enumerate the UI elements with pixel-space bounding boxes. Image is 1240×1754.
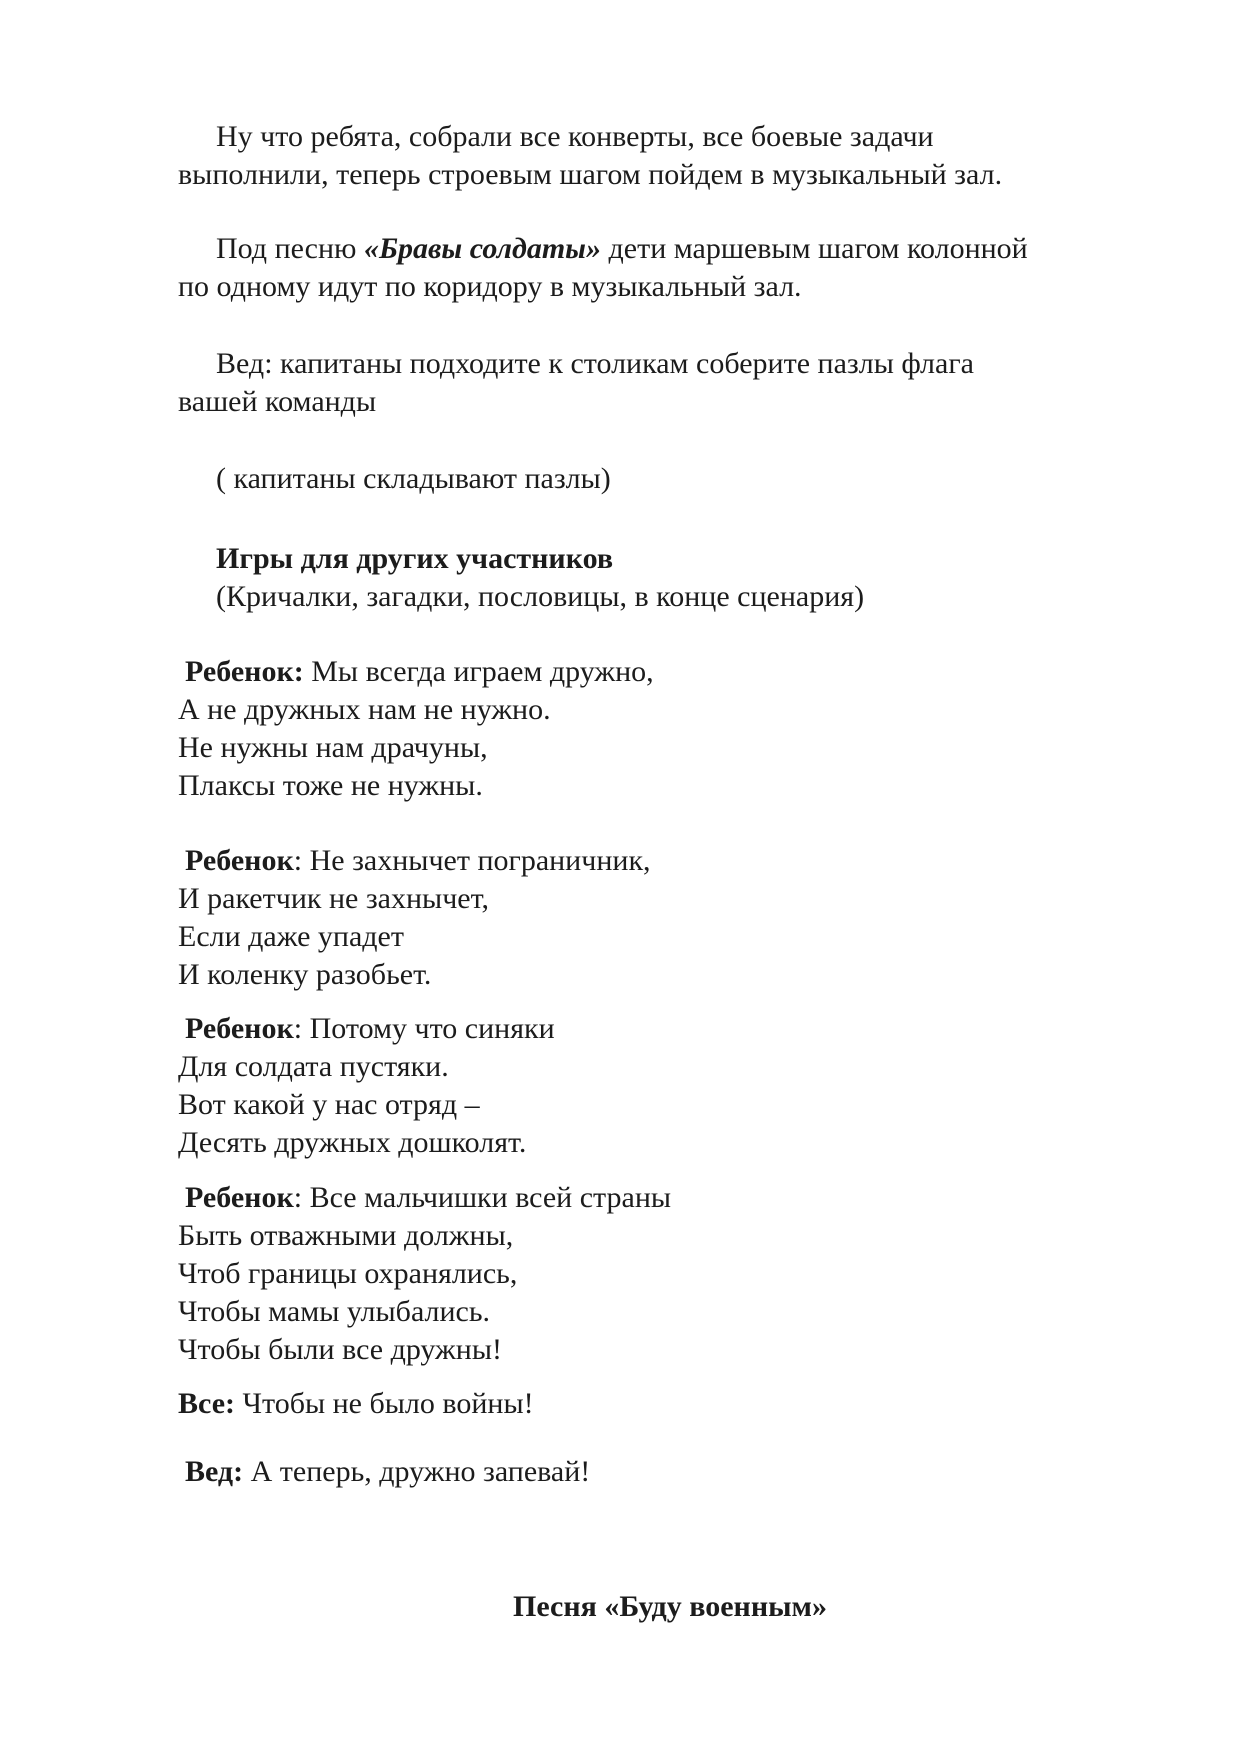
verse-line bbox=[178, 1010, 1188, 1048]
verse-text: Мы всегда играем дружно, bbox=[303, 655, 654, 688]
paragraph-captains-puzzle bbox=[178, 345, 1188, 421]
speaker-label: Все: bbox=[178, 1387, 235, 1420]
section-note: (Кричалки, загадки, пословицы, в конце сценария) bbox=[216, 580, 865, 613]
paragraph-line: Ну что ребята, собрали все конверты, все боевые задачи bbox=[216, 120, 934, 153]
paragraph-line bbox=[178, 230, 1188, 268]
speaker-label: Ребенок bbox=[185, 844, 294, 877]
verse-line bbox=[178, 1453, 1188, 1491]
stage-direction-text: ( капитаны складывают пазлы) bbox=[216, 462, 611, 495]
paragraph-collected-envelopes bbox=[178, 118, 1188, 194]
verse-line bbox=[178, 1385, 1188, 1423]
verse-line: Плаксы тоже не нужны. bbox=[178, 769, 483, 802]
verse-3 bbox=[178, 1010, 1188, 1162]
verse-4 bbox=[178, 1179, 1188, 1369]
paragraph-line: Вед: капитаны подходите к столикам соберите пазлы флага bbox=[216, 347, 974, 380]
verse-1 bbox=[178, 653, 1188, 805]
games-section bbox=[178, 540, 1188, 616]
verse-line bbox=[178, 1179, 1188, 1217]
verse-2 bbox=[178, 842, 1188, 994]
speaker-label: Вед: bbox=[185, 1455, 244, 1488]
section-heading: Игры для других участников bbox=[216, 542, 614, 575]
verse-line: А не дружных нам не нужно. bbox=[178, 693, 551, 726]
speaker-label: Ребенок bbox=[185, 1012, 294, 1045]
paragraph-line: по одному идут по коридору в музыкальный зал. bbox=[178, 270, 802, 303]
host-line bbox=[178, 1453, 1188, 1491]
song-title: Песня «Буду военным» bbox=[513, 1590, 827, 1623]
verse-line: Если даже упадет bbox=[178, 920, 404, 953]
verse-line: Чтобы были все дружны! bbox=[178, 1333, 502, 1366]
verse-line: Чтобы мамы улыбались. bbox=[178, 1295, 491, 1328]
verse-text: А теперь, дружно запевай! bbox=[243, 1455, 591, 1488]
verse-text: Чтобы не было войны! bbox=[235, 1387, 534, 1420]
verse-text: : Не захнычет пограничник, bbox=[293, 844, 651, 877]
verse-line: Для солдата пустяки. bbox=[178, 1050, 449, 1083]
verse-line: И ракетчик не захнычет, bbox=[178, 882, 489, 915]
verse-line: Не нужны нам драчуны, bbox=[178, 731, 488, 764]
paragraph-text: Под песню bbox=[216, 232, 364, 265]
paragraph-line: выполнили, теперь строевым шагом пойдем в музыкальный зал. bbox=[178, 158, 1003, 191]
song-name-inline: «Бравы солдаты» bbox=[363, 232, 601, 265]
verse-text: : Все мальчишки всей страны bbox=[293, 1181, 672, 1214]
all-line bbox=[178, 1385, 1188, 1423]
paragraph-line: вашей команды bbox=[178, 385, 377, 418]
speaker-label: Ребенок: bbox=[185, 655, 304, 688]
verse-line: Вот какой у нас отряд – bbox=[178, 1088, 480, 1121]
verse-line: И коленку разобьет. bbox=[178, 958, 432, 991]
stage-direction bbox=[178, 460, 1188, 498]
verse-line: Быть отважными должны, bbox=[178, 1219, 514, 1252]
verse-line bbox=[178, 842, 1188, 880]
paragraph-march-to-hall bbox=[178, 230, 1188, 306]
speaker-label: Ребенок bbox=[185, 1181, 294, 1214]
paragraph-text: дети маршевым шагом колонной bbox=[601, 232, 1028, 265]
verse-text: : Потому что синяки bbox=[293, 1012, 555, 1045]
verse-line: Десять дружных дошколят. bbox=[178, 1126, 527, 1159]
verse-line: Чтоб границы охранялись, bbox=[178, 1257, 518, 1290]
verse-line bbox=[178, 653, 1188, 691]
